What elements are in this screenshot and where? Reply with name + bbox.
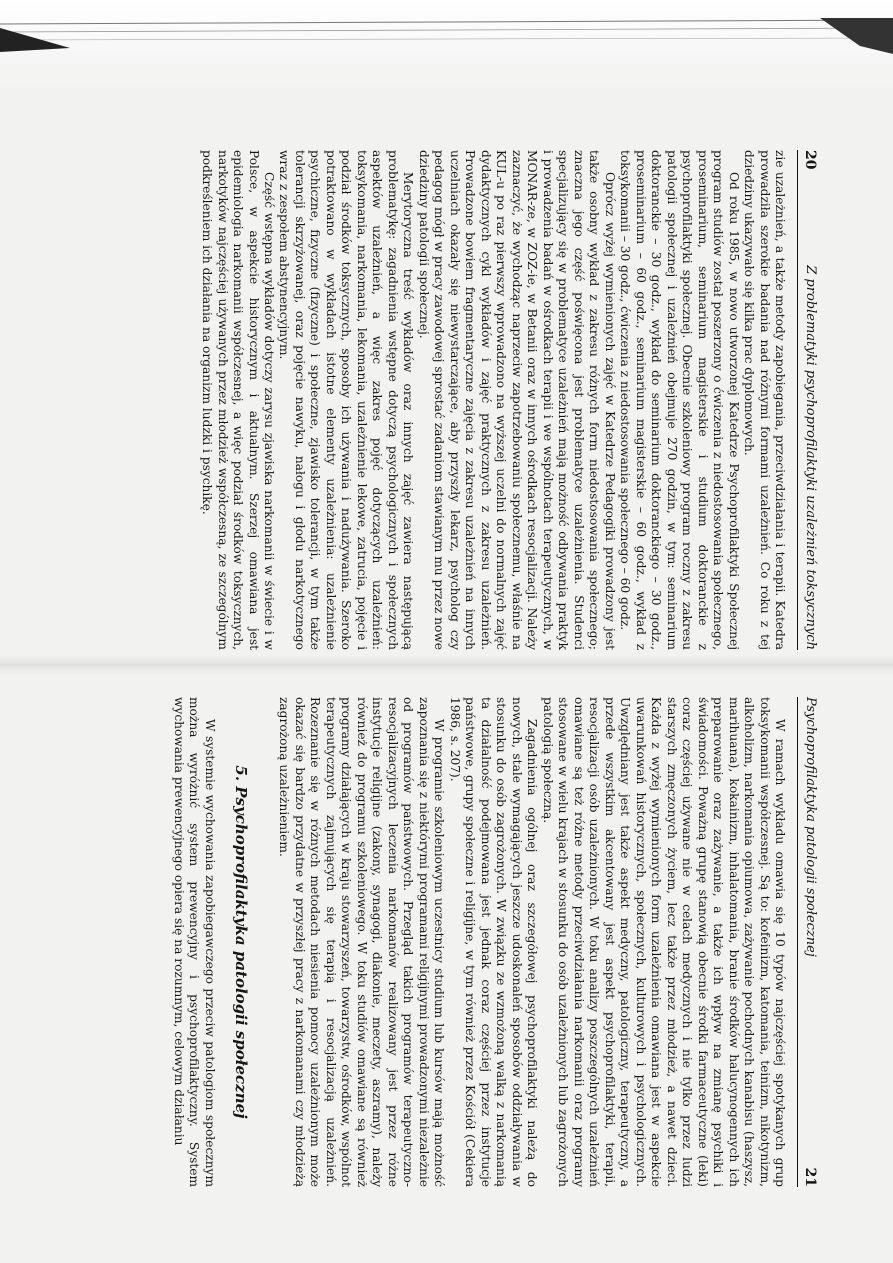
left-running-head [797,150,822,650]
paragraph: Część wstępna wykładów dotyczy zarysu zjawiska narkomanii w świecie i w Polsce, w aspekcie historycznym i aktualnym. Szerzej omawiana jest epidemiologia narkomanii współczesnej, a więc podział środków toksycznych, narkotyków najczęściej używanych przez młodzież współczesną, ze szczególnym podkreśleniem ich działania na organizm ludzki i psychikę. [200,150,277,650]
paragraph: Oprócz wyżej wymienionych zajęć w Katedrze Pedagogiki prowadzony jest także osobny wykład z zakresu różnych form niedostosowania społecznego; znaczna jego część poświęcona jest problematyce uzależnienia. Studenci specjalizujący się w problematyce uzależnień mają możność odbywania praktyk i prowadzenia badań w ośrodkach terapii i we wspólnotach terapeutycznych, w MONAR-ze, w ZOZ-ie, w Betanii oraz w innych ośrodkach resocjalizacji. Należy zaznaczyć, że wychodząc naprzeciw zapotrzebowaniu społecznemu, właśnie na KUL-u po raz pierwszy wprowadzono na wyższej uczelni do normalnych zajęć dydaktycznych cykl wykładów i zajęć praktycznych z zakresu uzależnień. Prowadzone bowiem fragmentaryczne zajęcia z zakresu uzależnień na innych uczelniach okazały się niewystarczające, aby przyszły lekarz, psycholog czy pedagog mógł w pracy zawodowej sprostać zadaniom stawianym mu przez nowe dziedziny patologii społecznej. [416,150,617,650]
paragraph: zie uzależnień, a także metody zapobiegania, przeciwdziałania i terapii. Katedra prowadziła szerokie badania nad różnymi formami uzależnień. Co roku z tej dziedziny ukazywało się kilka prac dyplomowych. [742,150,787,650]
section-heading: 5. Psychoprofilaktyka patologii społecznej [232,765,251,1119]
right-running-title: Psychoprofilaktyka patologii społecznej [803,697,818,957]
paragraph: W programie szkoleniowym uczestnicy studium lub kursów mają możność zapoznania się z niektórymi programami religijnymi prowadzonymi niezależnie od programów państwowych. Przegląd takich programów terapeutyczno-resocjalizacyjnych leczenia narkomanów realizowany jest przez różne instytucje religijne (zakony, synagogi, diakonie, meczety, aszramy), należy również do programu szkoleniowego. W toku studiów omawiane są również programy działających w kraju stowarzyszeń, towarzystw, ośrodków, wspólnot terapeutycznych zajmujących się terapią i resocjalizacją uzależnień. Rozeznanie się w różnych metodach niesienia pomocy uzależnionym może okazać się bardzo przydatne w przyszłej pracy z narkomanami czy młodzieżą zagrożoną uzależnieniem. [277,697,447,1187]
page-gutter [0,655,893,675]
paragraph: Merytoryczna treść wykładów oraz innych zajęć zawiera następującą problematykę: zagadnienia wstępne dotyczą psychologicznych i społecznych aspektów uzależnień, a więc zakres pojęć dotyczących uzależnień: toksykomania, narkomania, lekomania, uzależnienie lekowe, zatrucia, pojęcie i podział środków toksycznych, sposoby ich używania i nadużywania. Szeroko potraktowano w wykładach istotne elementy uzależnienia: uzależnienie psychiczne, fizyczne (fizyczne) i społeczne, zjawisko tolerancji, w tym także tolerancji skrzyżowanej, oraz pojęcie nawyku, nałogu i głodu narkotycznego wraz z zespołem abstynencyjnym. [277,150,416,650]
paragraph: Zagadnienia ogólnej oraz szczegółowej psychoprofilaktyki należą do nowych, stale wymagających jeszcze udoskonaleń sposobów oddziaływania w stosunku do osób zagrożonych. W związku ze wzmożoną walką z narkomanią ta działalność podejmowana jest jednak coraz częściej przez instytucje państwowe, grupy społeczne i religijne, w tym również przez Kościół (Cekiera 1986, s. 207). [447,697,540,1187]
paragraph: Od roku 1985, w nowo utworzonej Katedrze Psychoprofilaktyki Społecznej program studiów został poszerzony o ćwiczenia z niedostosowania społecznego, proseminarium, seminarium magisterskie i studium doktoranckie z psychoprofilaktyki społecznej. Obecnie szkoleniowy program roczny z zakresu patologii społecznej i uzależnień obejmuje 270 godzin, w tym: seminarium doktoranckie – 30 godz., wykład do seminarium doktoranckiego – 30 godz., proseminarium – 60 godz., seminarium magisterskie – 60 godz., wykład z toksykomanii – 30 godz., ćwiczenia z niedostosowania społecznego – 60 godz. [618,150,741,650]
paragraph: W ramach wykładu omawia się 10 typów najczęściej spotykanych grup toksykomanii współczesnej. Są to: kofeinizm, katomania, teinizm, nikotynizm, alkoholizm, narkomania opiumowa, zażywanie pochodnych kanabisu (haszysz, marihuana), kokainizm, inhalatomania, branie środków halucynogennych ich preparowanie oraz zażywanie, a także ich wpływ na zmianę psychiki i świadomości. Poważną grupę stanowią obecnie środki farmaceutyczne (leki) coraz częściej używane nie w celach medycznych i nie tylko przez ludzi starszych zmęczonych życiem, lecz także przez młodzież, a nawet dzieci. Każda z wyżej wymienionych form uzależnienia omawiana jest w aspekcie uwarunkowań historycznych, społecznych, kulturowych i psychologicznych. Uwzględniany jest także aspekt medyczny, patologiczny, terapeutyczny, a przede wszystkim akcentowany jest aspekt psychoprofilaktyki, terapii, resocjalizacji osób uzależnionych. W toku analizy poszczególnych uzależnień omawiane są też różne metody przeciwdziałania narkomanii oraz programy stosowane w wielu krajach w stosunku do osób uzależnionych lub zagrożonych patologią społeczną. [540,697,787,1187]
right-running-head [797,697,822,1187]
left-body [199,150,787,650]
left-page [164,150,822,650]
left-page-number: 20 [802,150,818,170]
left-running-title: Z problematyki psychoprofilaktyki uzależnień toksycznych [803,265,818,650]
scan-streak [0,18,893,58]
right-body [171,697,787,1187]
right-page-number: 21 [802,1167,818,1187]
paragraph: W systemie wychowania zapobiegawczego przeciw patologiom społecznym można wyróżnić system prewencyjny i psychoprofilaktyczny. System wychowania prewencyjnego opiera się na rozumnym, celowym działaniu [172,697,217,1187]
right-page [164,697,822,1187]
